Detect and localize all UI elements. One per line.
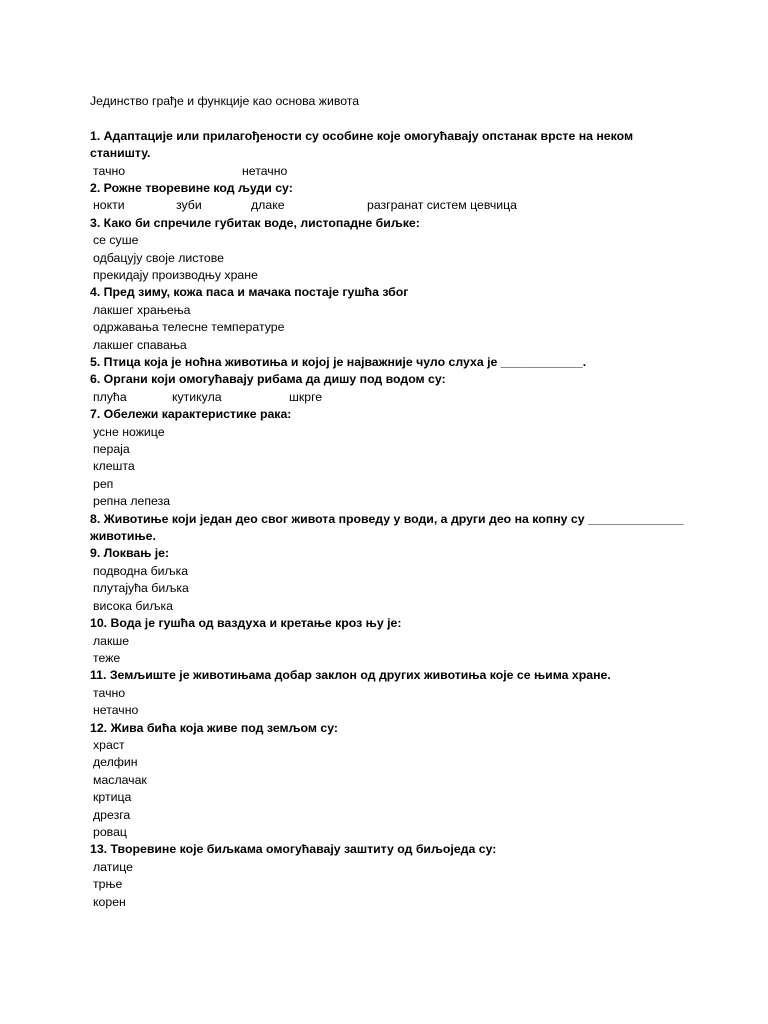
question-3: 3. Како би спречиле губитак воде, листопадне биљке:: [90, 215, 420, 230]
q3-option-1[interactable]: се суше: [93, 233, 139, 248]
q2-option-nails[interactable]: нокти: [93, 198, 125, 213]
q7-option-2[interactable]: пераја: [93, 442, 130, 457]
q12-option-4[interactable]: кртица: [93, 790, 132, 805]
q2-option-hair[interactable]: длаке: [251, 198, 285, 213]
question-5: 5. Птица која је ноћна животиња и којој је најважније чуло слуха је ____________.: [90, 355, 587, 370]
question-2: 2. Рожне творевине код људи су:: [90, 180, 293, 195]
q12-option-6[interactable]: ровац: [93, 824, 127, 839]
question-4: 4. Пред зиму, кожа паса и мачака постаје гушћа због: [90, 285, 409, 300]
q2-option-teeth[interactable]: зуби: [176, 198, 202, 213]
question-6-options: [90, 389, 690, 406]
question-9: 9. Локвањ је:: [90, 546, 170, 561]
q7-option-4[interactable]: реп: [93, 476, 114, 491]
title-spacer: [90, 110, 690, 127]
q13-option-3[interactable]: корен: [93, 894, 126, 909]
q6-option-gills[interactable]: шкрге: [289, 389, 323, 404]
question-10: 10. Вода је гушћа од ваздуха и кретање кроз њу је:: [90, 616, 402, 631]
q7-option-3[interactable]: клешта: [93, 459, 135, 474]
q4-option-3[interactable]: лакшег спавања: [93, 337, 187, 352]
q9-option-2[interactable]: плутајућа биљка: [93, 581, 189, 596]
q11-option-1[interactable]: тачно: [93, 685, 126, 700]
q10-option-1[interactable]: лакше: [93, 633, 130, 648]
q3-option-3[interactable]: прекидају производњу хране: [93, 268, 258, 282]
q12-option-2[interactable]: делфин: [93, 755, 138, 770]
question-13: 13. Творевине које биљкама омогућавају заштиту од биљоједа су:: [90, 842, 497, 857]
q4-option-2[interactable]: одржавања телесне температуре: [93, 320, 285, 335]
q2-option-tubes[interactable]: разгранат систем цевчица: [367, 198, 518, 213]
q1-option-true[interactable]: тачно: [93, 163, 126, 178]
q12-option-1[interactable]: храст: [93, 737, 125, 752]
q6-option-cuticle[interactable]: кутикула: [172, 389, 222, 404]
question-1-options: [90, 163, 690, 180]
question-8: 8. Животиње који један део свог живота проведу у води, а други део на копну су ______________ животиње.: [90, 511, 684, 544]
q7-option-1[interactable]: усне ножице: [93, 424, 165, 439]
q12-option-3[interactable]: маслачак: [93, 772, 147, 787]
q9-option-3[interactable]: висока биљка: [93, 598, 173, 613]
q13-option-2[interactable]: трње: [93, 877, 123, 892]
q13-option-1[interactable]: латице: [93, 859, 133, 874]
q9-option-1[interactable]: подводна биљка: [93, 563, 189, 578]
question-2-options: [90, 197, 690, 214]
q7-option-5[interactable]: репна лепеза: [93, 494, 171, 509]
q11-option-2[interactable]: нетачно: [93, 703, 139, 718]
q12-option-5[interactable]: дрезга: [93, 807, 131, 822]
q10-option-2[interactable]: теже: [93, 650, 121, 665]
q1-option-false[interactable]: нетачно: [242, 163, 288, 178]
worksheet: [90, 93, 690, 911]
question-7: 7. Обележи карактеристике рака:: [90, 407, 292, 422]
question-11: 11. Земљиште је животињама добар заклон од других животиња које се њима хране.: [90, 668, 611, 683]
worksheet-title: Јединство грађе и функције као основа живота: [90, 94, 360, 108]
question-6: 6. Органи који омогућавају рибама да дишу под водом су:: [90, 372, 446, 387]
question-12: 12. Жива бића која живе под земљом су:: [90, 720, 338, 735]
q3-option-2[interactable]: одбацују своје листове: [93, 250, 224, 265]
question-1: 1. Адаптације или прилагођености су особине које омогућавају опстанак врсте на неком станишту.: [90, 128, 634, 161]
q6-option-lungs[interactable]: плућа: [93, 389, 127, 404]
q4-option-1[interactable]: лакшег храњења: [93, 302, 191, 317]
